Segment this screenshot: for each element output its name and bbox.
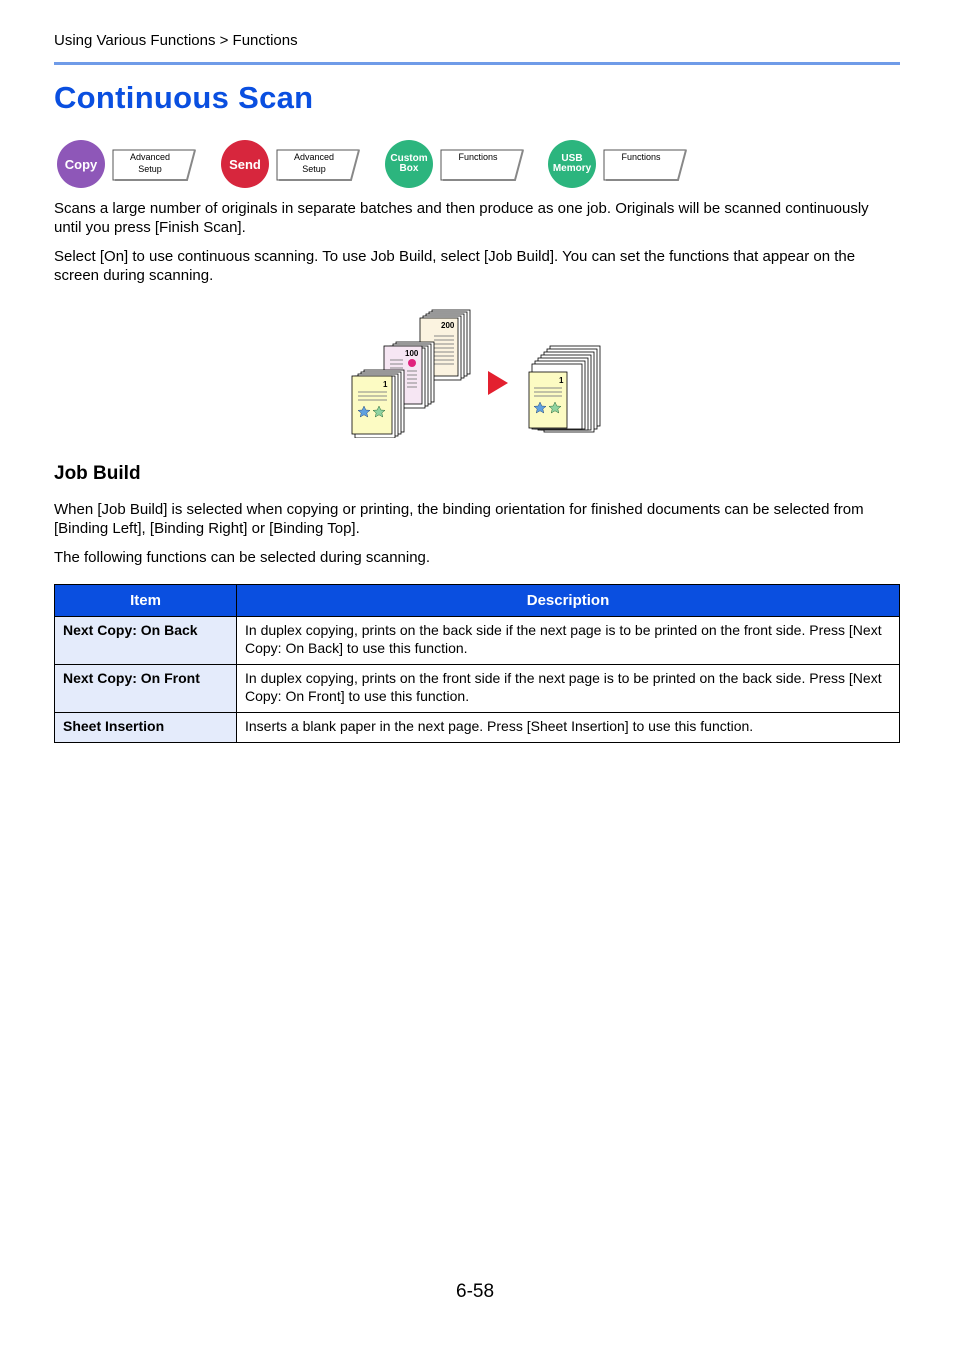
svg-text:1: 1: [383, 380, 388, 389]
table-row: [55, 617, 900, 665]
select-instructions: Select [On] to use continuous scanning. To use Job Build, select [Job Build]. You can set the functions that appear on the screen during scanning.: [54, 248, 856, 284]
description-cell: In duplex copying, prints on the front side if the next page is to be printed on the back side. Press [Next Copy: On Front] to use this function.: [237, 665, 900, 713]
column-header-description: Description: [237, 585, 900, 617]
send-mode-icon: Send: [221, 140, 269, 188]
svg-text:200: 200: [441, 321, 455, 330]
table-header-row: [55, 585, 900, 617]
svg-text:1: 1: [559, 376, 564, 385]
copy-mode-icon: Copy: [57, 140, 105, 188]
function-tag: Advanced Setup: [112, 149, 196, 181]
job-build-heading: Job Build: [54, 463, 141, 484]
svg-text:100: 100: [405, 349, 419, 358]
function-tag: Functions: [440, 149, 524, 181]
header-rule: [54, 62, 900, 65]
job-build-text: When [Job Build] is selected when copying or printing, the binding orientation for finished documents can be selected from [Binding Left], [Binding Right] or [Binding Top].: [54, 501, 864, 537]
page-title: Continuous Scan: [54, 80, 314, 115]
page-number: 6-58: [456, 1281, 495, 1302]
breadcrumb: Using Various Functions > Functions: [54, 32, 298, 49]
custom-box-mode-icon: Custom Box: [385, 140, 433, 188]
result-stack: [529, 346, 600, 432]
functions-intro: The following functions can be selected during scanning.: [54, 549, 431, 566]
function-tag: Functions: [603, 149, 687, 181]
table-row: [55, 665, 900, 713]
usb-memory-mode-icon: USB Memory: [548, 140, 596, 188]
scan-batches-graphic: [350, 308, 610, 438]
mode-indicators: [57, 140, 717, 190]
arrow-icon: [488, 371, 508, 395]
item-cell: Next Copy: On Back: [55, 617, 237, 665]
batch-1-stack: [352, 370, 404, 438]
functions-table: [54, 584, 900, 743]
intro-text: Scans a large number of originals in separate batches and then produce as one job. Originals will be scanned continuously until you press [Finish Scan].: [54, 200, 869, 236]
function-tag: Advanced Setup: [276, 149, 360, 181]
item-cell: Sheet Insertion: [55, 713, 237, 743]
description-cell: Inserts a blank paper in the next page. Press [Sheet Insertion] to use this function.: [237, 713, 900, 743]
column-header-item: Item: [55, 585, 237, 617]
item-cell: Next Copy: On Front: [55, 665, 237, 713]
table-row: [55, 713, 900, 743]
continuous-scan-illustration: [350, 308, 610, 438]
description-cell: In duplex copying, prints on the back side if the next page is to be printed on the front side. Press [Next Copy: On Back] to use this function.: [237, 617, 900, 665]
